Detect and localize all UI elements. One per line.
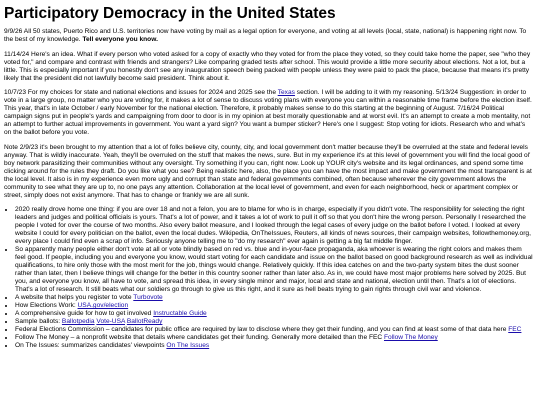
emphasis-text: Tell everyone you know. (82, 36, 158, 43)
list-item (15, 302, 534, 310)
fec-link[interactable]: FEC (508, 326, 522, 333)
list-item-text: A website that helps you register to vote (15, 294, 134, 301)
on-the-issues-link[interactable]: On The Issues (166, 342, 210, 349)
paragraph-text: 9/9/26 All 50 states, Puerto Rico and U.S. territories now have voting by mail as a legal option for everyone, and voting at all levels (local, state, national) is happening right now. To the best of my knowledge. (4, 28, 527, 43)
texas-link[interactable]: Texas (277, 89, 295, 96)
paragraph-text: section. I will be adding to it with my reasoning. 5/13/24 Suggestion: in order to vote in a large group, no matter who you are voting for, it makes a lot of sense to discuss voting plans with everyone you can within a reasonable time frame before the election itself. This year, that's in late October / early November for the national election. Therefore, it probably makes sense to do this starting at the beginning of August. 7/16/24 Political campaign signs put in people's yards and campaigning from door to door is in my opinion at best morally questionable and at worst evil. It's an attempt to create a mob mentality, not an attempt to further actual improvements in government. You want a yard sign? You want a bumper sticker? Here's one I suggest: Stop voting for idiots. Research who and what's on the ballot before you vote. (4, 89, 532, 136)
list-item (15, 334, 534, 342)
list-item (15, 294, 534, 302)
list-item-text: Federal Elections Commission – candidates for public office are required by law to disclose where they get their funding, and you can find at least some of that data here (15, 326, 509, 333)
list-item: • 2020 really drove home one thing: if you are over 18 and not a felon, you are to blame for who is in charge, especially if you didn't vote. The responsibility for selecting the right leaders and judges and political officials is yours. That's a lot of power, and it takes a lot of work to pull it off so that you don't hire the wrong person. Personally I researched the people I voted for over the course of two months. Also every ballot measure, and I looked through the legal cases of every judge on the ballot before I voted. I looked at every website I could for every politician on the ballot, even the local dudes. Wikipedia, OnTheIssues, Reuters, all kinds of news sources, their campaign websites, followthemoney.org, every place I could find even a scrap of info. Seriously anyone telling me to "do my research" ever again is getting a big fat middle finger. (15, 206, 534, 246)
ballotpedia-link[interactable]: Ballotpedia (61, 318, 95, 325)
list-item (15, 318, 534, 326)
usa-gov-election-link[interactable]: USA.gov/election (77, 302, 129, 309)
vote-usa-link[interactable]: Vote-USA (96, 318, 125, 325)
list-item-text: A comprehensive guide for how to get involved (15, 310, 154, 317)
update-paragraph-2024: 11/14/24 Here's an idea. What if every person who voted asked for a copy of exactly who they voted for from the place they voted, so they could take home the paper, see "who they voted for," and compare and contrast with friends and strangers? Like comparing graded tests after school. This would provide a little more security about elections. Not a lot, but a little. This is especially important if you honestly don't see any inauguration speech being packed with people unless they were paid to pack the place, because that means it's pretty likely that the president did not lawfully become said president. Think about it. (4, 50, 531, 82)
list-item-text: How Elections Work: (15, 302, 78, 309)
paragraph-text: 10/7/23 For my choices for state and national elections and issues for 2024 and 2025 see the (4, 89, 278, 96)
instructable-guide-link[interactable]: Instructable Guide (153, 310, 207, 317)
ballotready-link[interactable]: BallotReady (126, 318, 163, 325)
update-paragraph-2023 (4, 89, 534, 137)
list-item (15, 326, 534, 334)
list-item-text: On The Issues: summarizes candidates' viewpoints (15, 342, 167, 349)
follow-the-money-link[interactable]: Follow The Money (383, 334, 438, 341)
update-paragraph-2026 (4, 28, 534, 44)
resource-list (4, 206, 534, 350)
page-title: Participatory Democracy in the United States (4, 5, 336, 22)
turbovote-link[interactable]: Turbovote (133, 294, 163, 301)
list-item-text: Follow The Money – a nonprofit website that details where candidates get their funding. Generally more detailed than the FEC (15, 334, 384, 341)
list-item-text: Sample ballots: (15, 318, 62, 325)
list-item: • So apparently many people either don't vote at all or vote blindly based on red vs. blue and in-your-face propaganda, aka whoever is wearing the right colors and makes them feel good. If people, including you and everyone you know, would start voting for each candidate and issue on the ballot based on good background research as well as individual qualifications, to hire only those with the most merit for the job, things would change. Relatively quickly. If this idea catches on and the two-party system bites the dust sooner rather than later, then I believe things will change for the better in this country sooner rather than later also. As in, we could have most major problems here solved by 2025. But you, and everyone you know, all have to vote, and spread this idea, in every single minor and major, local and state and national, election until then. That's a lot of elections. That's a lot of research. It still beats what our soldiers go through to give us this right, and it sure as hell beats trying to gain rights through civil war and violence. (15, 246, 534, 294)
list-item (15, 342, 534, 350)
local-government-note: Note 2/9/23 it's been brought to my attention that a lot of folks believe city, county, city, and local government don't matter because they'll be overruled at the state and federal levels anyway. That is wildly inaccurate. Yeah, they'll be overruled on the stuff that makes the news, sure. But in my experience it's at this level of government you will find the local good ol' boy network parasitizing their communities without any oversight. Try something if you can, right now. Look up YOUR city's website and its legal ordinances, and spend some time clicking around for the rules they draft. Do you like what you see? Being realistic here, also, the place you can have the most impact and make government the most transparent is at the local level. It also is in my experience even more ugly and corrupt than state and federal governments combined, often because wherever the city government allows the community to see what they are up to, no one pays any attention. Collaboration at the local level of government, and even for each neighborhood, heck or apartment complex or street, simply does not exist anymore. That has to change or frankly we are all sunk. (4, 143, 532, 199)
list-item (15, 310, 534, 318)
